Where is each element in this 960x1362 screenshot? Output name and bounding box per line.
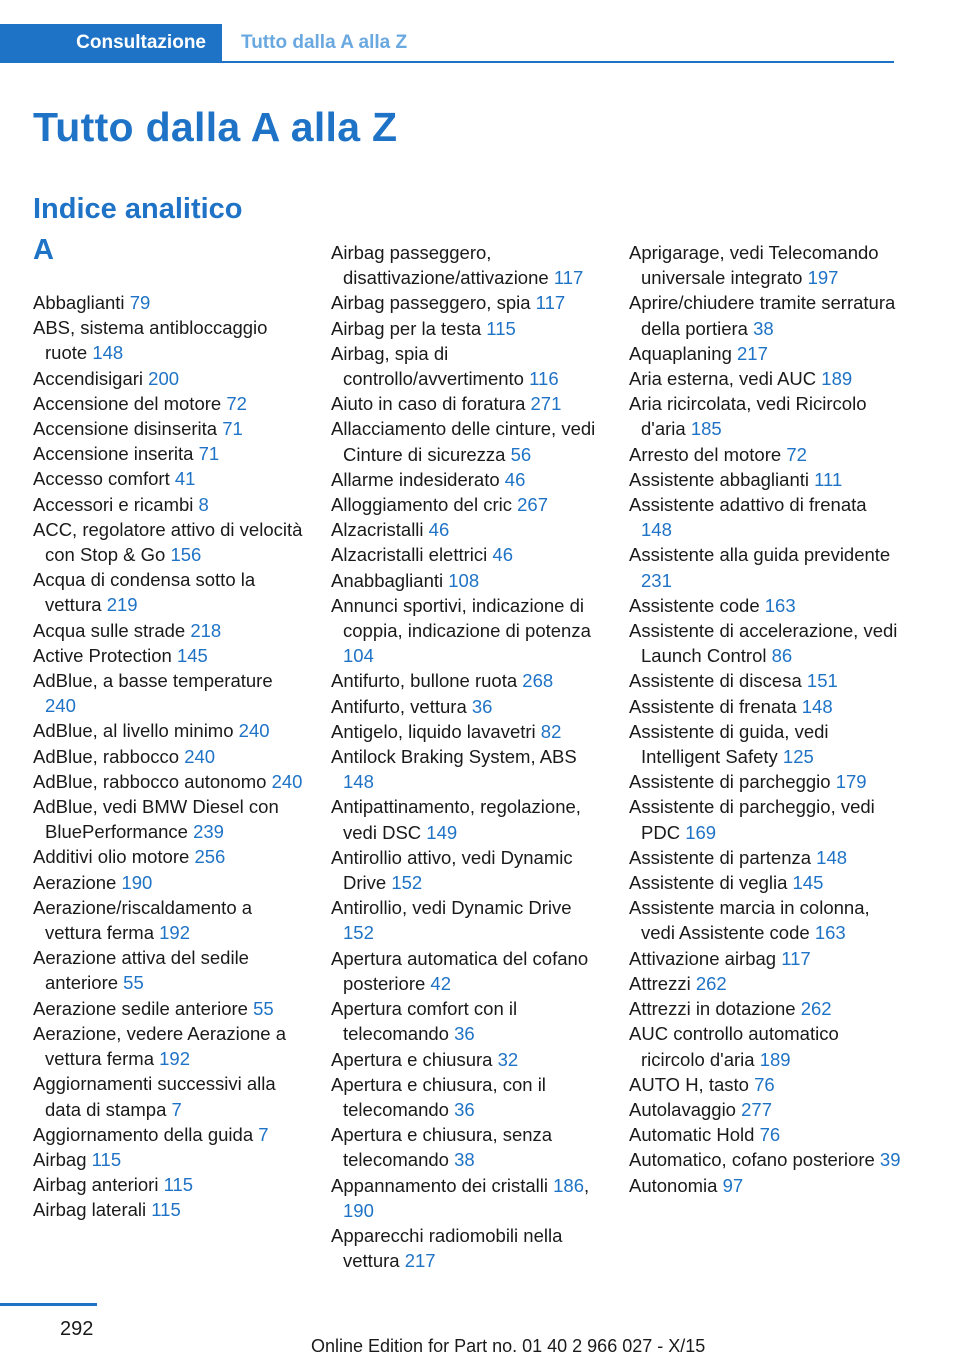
index-entry (331, 946, 603, 996)
index-entry-term: Aerazione (33, 871, 117, 893)
index-entry (331, 568, 603, 593)
page-number: 292 (60, 1318, 94, 1340)
index-entry (33, 1197, 303, 1222)
index-entry (629, 895, 901, 945)
index-entry (33, 668, 303, 718)
page-reference-link[interactable]: 55 (123, 972, 144, 994)
index-entry-term: AdBlue, rabbocco (33, 745, 180, 767)
index-entry (33, 718, 303, 743)
index-entry-term: Antifurto, bullone ruota (331, 670, 518, 692)
index-entry (629, 1097, 901, 1122)
index-entry (331, 517, 603, 542)
page-reference-link[interactable]: 156 (170, 544, 202, 566)
index-entry (331, 542, 603, 567)
index-entry (331, 1072, 603, 1122)
index-entry (33, 517, 303, 567)
page-reference-link[interactable]: 231 (641, 569, 672, 591)
index-entry-term: AdBlue, a basse temperature (33, 670, 273, 692)
index-entry-term: Attrezzi in dotazione (629, 998, 796, 1020)
index-entry-term: Airbag per la testa (331, 317, 482, 339)
index-entry (33, 794, 303, 844)
page-reference-link[interactable]: 104 (343, 645, 374, 667)
index-entry (33, 416, 303, 441)
page-reference-link[interactable]: 115 (151, 1199, 181, 1221)
index-entry (331, 996, 603, 1046)
index-entry-term: Airbag (33, 1148, 87, 1170)
page-reference-link[interactable]: 262 (800, 998, 832, 1020)
index-entry (33, 643, 303, 668)
index-entry (33, 366, 303, 391)
index-entry (331, 794, 603, 844)
index-entry (33, 391, 303, 416)
page-reference-link[interactable]: 148 (641, 519, 672, 541)
index-entry-term: Automatic Hold (629, 1124, 755, 1146)
index-entry-term: Aerazione attiva del sedile anteriore (33, 947, 249, 994)
page-reference-link[interactable]: 145 (792, 872, 824, 894)
page-reference-link[interactable]: 256 (194, 846, 226, 868)
page-reference-link[interactable]: 72 (786, 443, 807, 465)
index-entry (331, 240, 603, 290)
index-entry-term: Accensione del motore (33, 392, 222, 414)
index-entry (629, 694, 901, 719)
page-reference-link[interactable]: 189 (821, 368, 853, 390)
page-reference-link[interactable]: 152 (391, 872, 423, 894)
index-entry-term: Aerazione, vedere Aerazione a vettura ferma (33, 1022, 287, 1070)
page-reference-link[interactable]: 190 (343, 1199, 374, 1221)
page-reference-link[interactable]: 7 (258, 1123, 269, 1145)
index-column-1 (33, 290, 303, 1223)
index-entry (629, 341, 901, 366)
index-entry-term: Active Protection (33, 644, 172, 666)
index-entry-term: Aprire/chiudere tramite serratura della portiera (629, 292, 896, 339)
header-bar (0, 24, 894, 63)
page-reference-link[interactable]: 117 (535, 292, 566, 314)
index-column-3 (629, 240, 901, 1198)
page-reference-link[interactable]: 82 (540, 720, 562, 742)
page-reference-link[interactable]: 151 (806, 670, 838, 692)
index-entry (33, 492, 303, 517)
index-entry-term: Alzacristalli elettrici (331, 544, 488, 566)
page-reference-link[interactable]: 32 (497, 1048, 519, 1070)
index-entry-term: AdBlue, vedi BMW Diesel con BluePerformance (33, 796, 279, 843)
index-entry (629, 618, 901, 668)
index-entry-term: Airbag anteriori (33, 1174, 159, 1196)
index-entry-term: Autolavaggio (629, 1098, 736, 1120)
index-entry (331, 391, 603, 416)
section-tab[interactable] (241, 24, 407, 61)
page-reference-link[interactable]: 79 (129, 292, 151, 313)
index-entry-term: Autonomia (629, 1174, 718, 1196)
index-entry-term: Assistente abbaglianti (629, 468, 809, 490)
index-entry (331, 845, 603, 895)
page-reference-link[interactable]: 149 (426, 821, 458, 843)
index-entry (33, 769, 303, 794)
page-reference-link[interactable]: 7 (171, 1098, 182, 1120)
index-entry-term: Apertura e chiusura, senza telecomando (331, 1124, 553, 1171)
index-entry-term: Acqua di condensa sotto la vettura (33, 569, 256, 616)
page-reference-link[interactable]: 217 (737, 342, 768, 364)
index-entry (331, 668, 603, 693)
index-entry (629, 794, 901, 844)
section-title: Indice analitico (33, 193, 243, 225)
page-reference-link[interactable]: 76 (759, 1124, 781, 1146)
index-entry (33, 945, 303, 995)
index-entry-term: Assistente di veglia (629, 872, 788, 894)
index-entry-term: Assistente di frenata (629, 695, 797, 717)
page-reference-link[interactable]: 36 (454, 1023, 475, 1045)
index-entry-term: Aria esterna, vedi AUC (629, 368, 817, 390)
index-entry-term: Assistente di discesa (629, 670, 802, 692)
index-entry (629, 467, 901, 492)
index-entry (33, 1147, 303, 1172)
page-reference-link[interactable]: 219 (106, 594, 138, 616)
index-entry (331, 744, 603, 794)
index-entry-term: ACC, regolatore attivo di velocità con Stop & Go (33, 518, 303, 566)
index-entry (629, 845, 901, 870)
page-reference-link[interactable]: 145 (176, 644, 208, 666)
index-entry (33, 895, 303, 945)
index-entry (331, 1122, 603, 1172)
index-entry-term: Antirollio, vedi Dynamic Drive (331, 897, 572, 919)
index-entry-term: Apparecchi radiomobili nella vettura (331, 1224, 563, 1272)
page-reference-link[interactable]: 39 (879, 1149, 901, 1171)
index-entry (331, 1047, 603, 1072)
index-entry-term: Assistente code (629, 594, 760, 616)
index-entry (629, 996, 901, 1021)
page-reference-link[interactable]: 117 (781, 947, 811, 969)
page-reference-link[interactable]: 56 (510, 443, 532, 465)
page-reference-link[interactable]: 239 (193, 821, 224, 843)
page-reference-link[interactable]: 42 (430, 972, 451, 994)
index-entry-term: Airbag laterali (33, 1199, 147, 1221)
page-reference-link[interactable]: 192 (159, 922, 191, 944)
page-reference-link[interactable]: 41 (174, 468, 196, 490)
index-entry-term: AUC controllo automatico ricircolo d'aria (629, 1023, 839, 1070)
index-entry (33, 870, 303, 895)
page-reference-link[interactable]: 190 (121, 871, 153, 893)
page-reference-link[interactable]: 240 (184, 745, 216, 767)
page-reference-link[interactable]: 163 (764, 594, 796, 616)
page-reference-link[interactable]: 46 (504, 468, 526, 490)
index-entry (629, 290, 901, 340)
index-entry-term: Aria ricircolata, vedi Ricircolo d'aria (629, 393, 867, 440)
index-entry (33, 744, 303, 769)
page-reference-link[interactable]: 268 (522, 670, 554, 692)
index-entry-term: Assistente adattivo di frenata (629, 494, 867, 516)
index-entry-term: Accessori e ricambi (33, 493, 194, 515)
page-reference-link[interactable]: 116 (529, 368, 559, 390)
index-entry (331, 416, 603, 466)
index-entry-term: Antigelo, liquido lavavetri (331, 720, 536, 742)
page-reference-link[interactable]: 148 (343, 771, 374, 793)
index-entry-term: Accendisigari (33, 367, 144, 389)
page-reference-link[interactable]: 169 (685, 821, 717, 843)
index-entry-term: Allacciamento delle cinture, vedi Cinture di sicurezza (331, 418, 596, 465)
index-entry-term: Apertura automatica del cofano posteriore (331, 947, 589, 994)
index-entry-term: Accensione disinserita (33, 418, 218, 440)
index-entry (331, 694, 603, 719)
index-entry-term: Aiuto in caso di foratura (331, 393, 526, 415)
index-entry-term: AdBlue, rabbocco autonomo (33, 770, 267, 792)
index-entry-term: Airbag, spia di controllo/avvertimento (331, 342, 524, 390)
index-entry-term: Attrezzi (629, 972, 691, 994)
index-entry-term: Antifurto, vettura (331, 695, 467, 717)
index-entry (629, 946, 901, 971)
page-reference-link[interactable]: 97 (722, 1174, 744, 1196)
index-entry (33, 567, 303, 617)
page-reference-link[interactable]: 240 (45, 695, 76, 717)
index-entry (629, 1021, 901, 1071)
page-reference-link[interactable]: 115 (163, 1174, 194, 1196)
index-entry-term: Apertura e chiusura, con il telecomando (331, 1073, 546, 1120)
edition-note: Online Edition for Part no. 01 40 2 966 027 - X/15 (311, 1336, 706, 1356)
page-reference-link[interactable]: 115 (91, 1148, 122, 1170)
index-entry (331, 341, 603, 391)
index-entry (33, 290, 303, 315)
index-entry (629, 1147, 901, 1172)
page-reference-link[interactable]: 271 (530, 393, 562, 415)
page-reference-link[interactable]: 148 (816, 846, 848, 868)
page-reference-link[interactable]: 72 (226, 392, 247, 414)
index-entry-term: ABS, sistema antibloccaggio ruote (33, 317, 268, 364)
index-entry: Appannamento dei cristalli 186, 190 (331, 1174, 590, 1221)
page-reference-link[interactable]: 8 (198, 493, 209, 515)
index-entry (629, 1173, 901, 1198)
index-entry (629, 391, 901, 441)
index-entry-term: Apertura comfort con il telecomando (331, 998, 518, 1045)
index-entry (33, 1122, 303, 1147)
index-entry (331, 895, 603, 945)
index-entry (629, 1122, 901, 1147)
page-reference-link[interactable]: 111 (814, 468, 843, 490)
index-entry-term: Allarme indesiderato (331, 468, 500, 490)
index-entry (629, 542, 901, 592)
index-entry (33, 441, 303, 466)
page-reference-link[interactable]: 46 (492, 544, 513, 566)
page-reference-link[interactable]: 179 (835, 771, 867, 793)
page-reference-link[interactable]: 267 (517, 494, 548, 516)
index-entry (33, 466, 303, 491)
index-entry-term: Antirollio attivo, vedi Dynamic Drive (331, 846, 573, 894)
index-entry (33, 1071, 303, 1121)
index-entry-term: AdBlue, al livello minimo (33, 720, 234, 742)
index-entry (331, 593, 603, 669)
page-reference-link[interactable]: 148 (801, 695, 833, 717)
page-reference-link[interactable]: 115 (486, 317, 516, 339)
index-entry-term: Automatico, cofano posteriore (629, 1149, 875, 1171)
index-entry-term: Assistente marcia in colonna, vedi Assistente code (629, 897, 870, 944)
index-entry-term: Antilock Braking System, ABS (331, 746, 577, 768)
page-reference-link[interactable]: 262 (695, 972, 727, 994)
index-letter-heading: A (33, 234, 54, 266)
index-entry-term: Arresto del motore (629, 443, 782, 465)
index-entry-term: Additivi olio motore (33, 846, 190, 868)
page-reference-link[interactable]: 152 (343, 922, 374, 944)
index-entry (33, 1172, 303, 1197)
index-entry (629, 719, 901, 769)
index-entry-term: Accesso comfort (33, 468, 170, 490)
page-reference-link[interactable]: 76 (754, 1073, 775, 1095)
page-reference-link[interactable]: 36 (471, 695, 493, 717)
index-entry-term: Alloggiamento del cric (331, 494, 512, 516)
index-entry (629, 668, 901, 693)
page-reference-link[interactable]: 125 (782, 746, 814, 768)
index-entry-term: Assistente di partenza (629, 846, 812, 868)
index-entry (331, 492, 603, 517)
index-entry-term: Apertura e chiusura (331, 1048, 493, 1070)
page-reference-link[interactable]: 148 (92, 342, 124, 364)
index-entry-term: Aquaplaning (629, 342, 732, 364)
page-title: Tutto dalla A alla Z (33, 104, 398, 150)
section-tab-label: Tutto dalla A alla Z (241, 31, 408, 53)
index-entry-term: Acqua sulle strade (33, 619, 186, 641)
index-entry-term: Annunci sportivi, indicazione di coppia, indicazione di potenza (331, 594, 591, 642)
index-entry (33, 1021, 303, 1071)
index-entry-term: Anabbaglianti (331, 569, 444, 591)
index-entry-term: Assistente alla guida previdente (629, 544, 891, 566)
page-reference-link[interactable]: 218 (190, 619, 222, 641)
index-entry (331, 290, 603, 315)
footer-rule (0, 1303, 97, 1306)
index-entry-term: Aggiornamenti successivi alla data di stampa (33, 1073, 276, 1120)
index-entry-term: Alzacristalli (331, 519, 424, 541)
index-entry-term: AUTO H, tasto (629, 1073, 749, 1095)
page-reference-link[interactable]: 192 (159, 1048, 191, 1070)
index-entry-term: Assistente di guida, vedi Intelligent Safety (629, 720, 829, 768)
index-column-2 (331, 240, 603, 1273)
page-reference-link[interactable]: 46 (428, 519, 450, 541)
index-entry (629, 593, 901, 618)
index-entry (33, 996, 303, 1021)
index-entry-term: Airbag passeggero, disattivazione/attivazione (331, 242, 549, 289)
page-reference-link[interactable]: 277 (741, 1098, 772, 1120)
index-entry (629, 366, 901, 391)
page-reference-link[interactable]: 36 (454, 1098, 475, 1120)
index-entry-term: Aerazione sedile anteriore (33, 997, 248, 1019)
page-reference-link[interactable]: 217 (404, 1250, 436, 1272)
index-entry-term: Attivazione airbag (629, 947, 777, 969)
index-entry (331, 467, 603, 492)
index-entry (629, 769, 901, 794)
index-entry-term: Antipattinamento, regolazione, vedi DSC (331, 796, 581, 843)
index-entry (629, 442, 901, 467)
page-reference-link[interactable]: 186 (553, 1174, 585, 1196)
page-reference-link[interactable]: 163 (814, 922, 846, 944)
index-entry (629, 870, 901, 895)
page-reference-link[interactable]: 38 (454, 1149, 475, 1171)
index-entry (331, 316, 603, 341)
index-entry-term: Appannamento dei cristalli (331, 1174, 548, 1196)
page-reference-link[interactable]: 38 (753, 317, 774, 339)
index-entry (629, 971, 901, 996)
page-reference-link[interactable]: 185 (690, 418, 722, 440)
page-reference-link[interactable]: 117 (553, 267, 584, 289)
page-reference-link[interactable]: 108 (448, 569, 480, 591)
index-entry (331, 1223, 603, 1273)
page-reference-link[interactable]: 55 (253, 997, 274, 1019)
index-entry (629, 240, 901, 290)
page-reference-link[interactable]: 197 (807, 267, 839, 289)
index-entry-term: Abbaglianti (33, 292, 125, 313)
index-entry-term: Aggiornamento della guida (33, 1123, 254, 1145)
page-reference-link[interactable]: 189 (759, 1048, 791, 1070)
index-entry-term: Assistente di parcheggio, vedi PDC (629, 796, 875, 843)
page-reference-link[interactable]: 200 (148, 367, 180, 389)
index-entry (331, 719, 603, 744)
index-entry (33, 618, 303, 643)
page-reference-link[interactable]: 86 (771, 645, 793, 667)
index-entry-term: Airbag passeggero, spia (331, 292, 531, 314)
page-reference-link[interactable]: 240 (238, 720, 270, 742)
index-entry (33, 844, 303, 869)
index-entry (33, 315, 303, 365)
page-reference-link[interactable]: 71 (198, 443, 220, 465)
chapter-tab-label: Consultazione (76, 31, 206, 53)
index-entry (629, 492, 901, 542)
index-entry-term: Aprigarage, vedi Telecomando universale integrato (629, 242, 879, 289)
chapter-tab[interactable] (0, 24, 222, 61)
page-reference-link[interactable]: 71 (222, 418, 243, 440)
page-reference-link[interactable]: 240 (271, 770, 303, 792)
index-entry (629, 1072, 901, 1097)
index-entry-term: Assistente di parcheggio (629, 771, 831, 793)
index-entry-term: Accensione inserita (33, 443, 194, 465)
index-entry-term: Aerazione/riscaldamento a vettura ferma (33, 896, 253, 944)
index-entry-term: Assistente di accelerazione, vedi Launch Control (629, 620, 898, 667)
